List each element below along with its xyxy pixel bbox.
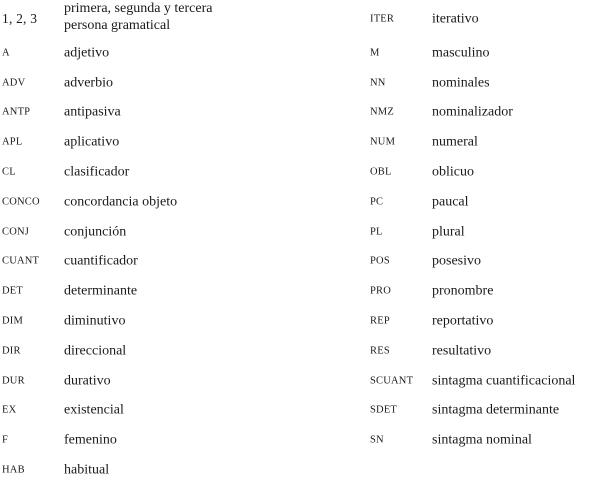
abbreviation-code: PRO bbox=[370, 285, 392, 297]
abbreviation-row bbox=[0, 157, 362, 187]
abbreviation-meaning: plural bbox=[432, 224, 465, 240]
abbreviation-meaning: determinante bbox=[64, 283, 138, 299]
abbreviation-meaning: direccional bbox=[64, 343, 127, 359]
abbreviation-meaning: durativo bbox=[64, 373, 111, 389]
abbreviation-row bbox=[0, 217, 362, 247]
abbreviation-row bbox=[368, 157, 589, 187]
abbreviation-code: SN bbox=[370, 434, 384, 446]
abbreviation-code: DIM bbox=[2, 315, 24, 327]
abbreviation-meaning: adverbio bbox=[64, 75, 113, 91]
abbreviation-meaning: concordancia objeto bbox=[64, 194, 178, 210]
abbreviation-code: SCUANT bbox=[370, 375, 414, 387]
abbreviation-code: 1, 2, 3 bbox=[2, 11, 38, 26]
abbreviation-row bbox=[0, 425, 362, 455]
abbreviation-row bbox=[0, 38, 362, 68]
abbreviation-row bbox=[368, 38, 589, 68]
abbreviation-row bbox=[0, 0, 362, 38]
abbreviation-row bbox=[0, 247, 362, 277]
abbreviation-meaning: habitual bbox=[64, 462, 110, 478]
abbreviation-meaning: cuantificador bbox=[64, 253, 138, 269]
abbreviation-row bbox=[368, 336, 589, 366]
abbreviation-code: NMZ bbox=[370, 106, 394, 118]
abbreviation-code: DUR bbox=[2, 375, 25, 387]
abbreviation-meaning: femenino bbox=[64, 432, 117, 448]
abbreviation-row bbox=[368, 366, 589, 396]
abbreviation-meaning: pronombre bbox=[432, 283, 494, 299]
abbreviation-row bbox=[368, 98, 589, 128]
abbreviation-code: CUANT bbox=[2, 255, 40, 267]
abbreviation-code: ADV bbox=[2, 77, 26, 89]
abbreviation-meaning: sintagma nominal bbox=[432, 432, 532, 448]
abbreviation-row bbox=[368, 0, 589, 38]
abbreviation-meaning: antipasiva bbox=[64, 104, 121, 120]
abbreviation-row bbox=[368, 306, 589, 336]
abbreviation-code: DIR bbox=[2, 345, 21, 357]
abbreviation-code: NUM bbox=[370, 136, 396, 148]
abbreviation-row bbox=[368, 247, 589, 277]
abbreviation-code: PC bbox=[370, 196, 384, 208]
abbreviations-right-column bbox=[368, 0, 589, 455]
abbreviation-row bbox=[368, 187, 589, 217]
abbreviation-code: DET bbox=[2, 285, 24, 297]
abbreviation-meaning: reportativo bbox=[432, 313, 494, 329]
abbreviation-code: EX bbox=[2, 404, 17, 416]
abbreviation-row bbox=[0, 455, 362, 485]
abbreviation-row bbox=[0, 68, 362, 98]
abbreviation-meaning: numeral bbox=[432, 134, 478, 150]
abbreviation-code: ITER bbox=[370, 13, 395, 25]
abbreviation-meaning: clasificador bbox=[64, 164, 130, 180]
abbreviation-meaning: sintagma determinante bbox=[432, 402, 560, 418]
abbreviation-code: NN bbox=[370, 77, 386, 89]
abbreviation-row bbox=[0, 98, 362, 128]
abbreviation-code: SDET bbox=[370, 404, 398, 416]
abbreviation-code: APL bbox=[2, 136, 23, 148]
abbreviation-row bbox=[368, 127, 589, 157]
abbreviation-row bbox=[0, 366, 362, 396]
abbreviation-row bbox=[0, 187, 362, 217]
abbreviation-code: ANTP bbox=[2, 106, 31, 118]
abbreviation-row bbox=[368, 396, 589, 426]
abbreviation-code: CONCO bbox=[2, 196, 40, 208]
abbreviation-meaning: primera, segunda y tercera persona gramatical bbox=[64, 1, 213, 33]
abbreviation-code: OBL bbox=[370, 166, 392, 178]
abbreviation-meaning: existencial bbox=[64, 402, 124, 418]
abbreviation-code: POS bbox=[370, 255, 390, 267]
abbreviation-row bbox=[0, 336, 362, 366]
abbreviation-code: PL bbox=[370, 226, 383, 238]
abbreviation-meaning: conjunción bbox=[64, 224, 127, 240]
abbreviation-meaning: aplicativo bbox=[64, 134, 120, 150]
abbreviation-meaning: resultativo bbox=[432, 343, 492, 359]
abbreviation-row bbox=[0, 276, 362, 306]
abbreviation-code: REP bbox=[370, 315, 390, 327]
abbreviation-row bbox=[368, 217, 589, 247]
abbreviation-meaning: iterativo bbox=[432, 11, 479, 27]
abbreviation-meaning: sintagma cuantificacional bbox=[432, 373, 576, 389]
abbreviation-code: RES bbox=[370, 345, 390, 357]
abbreviation-code: A bbox=[2, 47, 10, 59]
abbreviation-meaning: nominales bbox=[432, 75, 490, 91]
abbreviation-meaning: masculino bbox=[432, 45, 490, 61]
abbreviation-code: CONJ bbox=[2, 226, 30, 238]
abbreviation-row bbox=[0, 396, 362, 426]
abbreviation-row bbox=[0, 127, 362, 157]
abbreviation-meaning: nominalizador bbox=[432, 104, 513, 120]
abbreviation-code: CL bbox=[2, 166, 16, 178]
abbreviation-meaning: diminutivo bbox=[64, 313, 126, 329]
abbreviation-code: HAB bbox=[2, 464, 25, 476]
abbreviation-meaning: posesivo bbox=[432, 253, 481, 269]
abbreviation-row bbox=[368, 425, 589, 455]
abbreviation-code: F bbox=[2, 434, 9, 446]
abbreviation-row bbox=[0, 306, 362, 336]
abbreviation-meaning: paucal bbox=[432, 194, 469, 210]
abbreviation-row bbox=[368, 68, 589, 98]
abbreviation-meaning: oblicuo bbox=[432, 164, 474, 180]
abbreviation-row bbox=[368, 276, 589, 306]
abbreviation-meaning: adjetivo bbox=[64, 45, 110, 61]
abbreviation-code: M bbox=[370, 47, 380, 59]
